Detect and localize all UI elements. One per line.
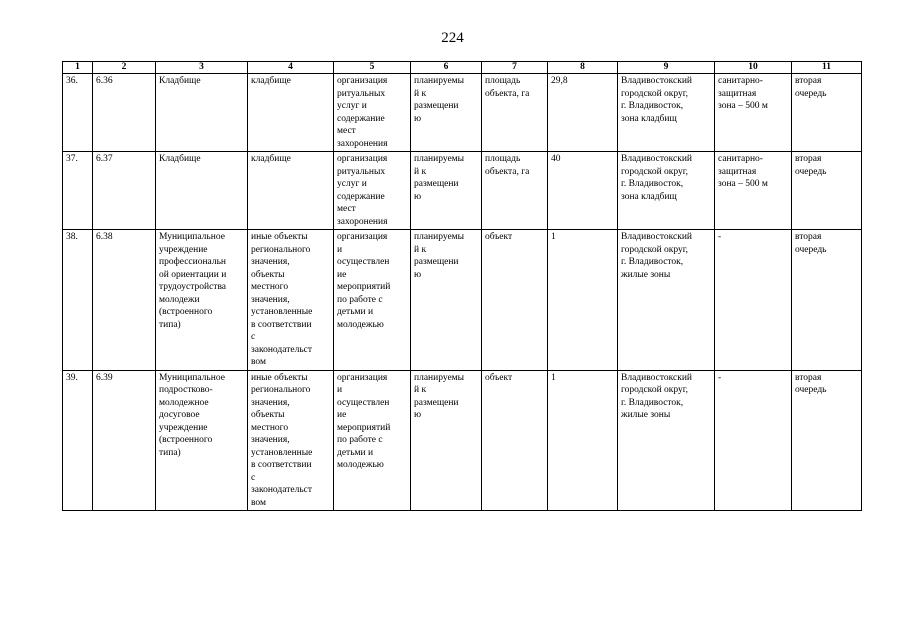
- column-header: 4: [248, 62, 334, 74]
- table-cell: кладбище: [248, 74, 334, 152]
- table-cell: объект: [482, 370, 548, 511]
- table-cell: иные объекты регионального значения, объекты местного значения, установленные в соответствии с законодательст вом: [248, 370, 334, 511]
- column-header: 5: [334, 62, 411, 74]
- table-cell: Владивостокский городской округ, г. Владивосток, зона кладбищ: [618, 152, 715, 230]
- table-cell: Владивостокский городской округ, г. Владивосток, жилые зоны: [618, 370, 715, 511]
- table-cell: 38.: [63, 230, 93, 371]
- table-cell: организация и осуществлен ие мероприятий по работе с детьми и молодежью: [334, 370, 411, 511]
- table-cell: -: [715, 370, 792, 511]
- table-cell: планируемы й к размещени ю: [411, 152, 482, 230]
- table-cell: санитарно- защитная зона – 500 м: [715, 152, 792, 230]
- table-cell: организация ритуальных услуг и содержание мест захоронения: [334, 152, 411, 230]
- table-cell: площадь объекта, га: [482, 74, 548, 152]
- table-cell: планируемы й к размещени ю: [411, 74, 482, 152]
- table-cell: планируемы й к размещени ю: [411, 370, 482, 511]
- column-header: 8: [548, 62, 618, 74]
- table-cell: 36.: [63, 74, 93, 152]
- table-cell: объект: [482, 230, 548, 371]
- table-cell: Муниципальное учреждение профессиональн ой ориентации и трудоустройства молодежи (встроенного типа): [156, 230, 248, 371]
- column-header: 10: [715, 62, 792, 74]
- table-row: [63, 152, 862, 230]
- column-header: 2: [93, 62, 156, 74]
- table-cell: 39.: [63, 370, 93, 511]
- table-row: [63, 74, 862, 152]
- page-number: 224: [441, 30, 464, 46]
- table-cell: -: [715, 230, 792, 371]
- column-header: 6: [411, 62, 482, 74]
- table-cell: Кладбище: [156, 74, 248, 152]
- table-cell: вторая очередь: [792, 152, 862, 230]
- table-cell: санитарно- защитная зона – 500 м: [715, 74, 792, 152]
- table-cell: Муниципальное подростково- молодежное досуговое учреждение (встроенного типа): [156, 370, 248, 511]
- column-header: 11: [792, 62, 862, 74]
- column-header: 3: [156, 62, 248, 74]
- table-cell: организация ритуальных услуг и содержание мест захоронения: [334, 74, 411, 152]
- column-header: 1: [63, 62, 93, 74]
- table-cell: 40: [548, 152, 618, 230]
- table-cell: 6.38: [93, 230, 156, 371]
- table-cell: иные объекты регионального значения, объекты местного значения, установленные в соответствии с законодательст вом: [248, 230, 334, 371]
- table-cell: 6.36: [93, 74, 156, 152]
- table-cell: Кладбище: [156, 152, 248, 230]
- table-cell: Владивостокский городской округ, г. Владивосток, зона кладбищ: [618, 74, 715, 152]
- table-cell: кладбище: [248, 152, 334, 230]
- column-header: 7: [482, 62, 548, 74]
- table-row: [63, 370, 862, 511]
- table-row: [63, 230, 862, 371]
- table-cell: 37.: [63, 152, 93, 230]
- table-cell: площадь объекта, га: [482, 152, 548, 230]
- table-cell: 1: [548, 370, 618, 511]
- table-cell: 6.37: [93, 152, 156, 230]
- table-cell: Владивостокский городской округ, г. Владивосток, жилые зоны: [618, 230, 715, 371]
- table-cell: 29,8: [548, 74, 618, 152]
- table-cell: вторая очередь: [792, 230, 862, 371]
- table-cell: 6.39: [93, 370, 156, 511]
- table-header-row: [63, 62, 862, 74]
- table-cell: вторая очередь: [792, 370, 862, 511]
- table-cell: организация и осуществлен ие мероприятий по работе с детьми и молодежью: [334, 230, 411, 371]
- column-header: 9: [618, 62, 715, 74]
- data-table: [62, 61, 862, 511]
- table-cell: вторая очередь: [792, 74, 862, 152]
- table-cell: планируемы й к размещени ю: [411, 230, 482, 371]
- table-cell: 1: [548, 230, 618, 371]
